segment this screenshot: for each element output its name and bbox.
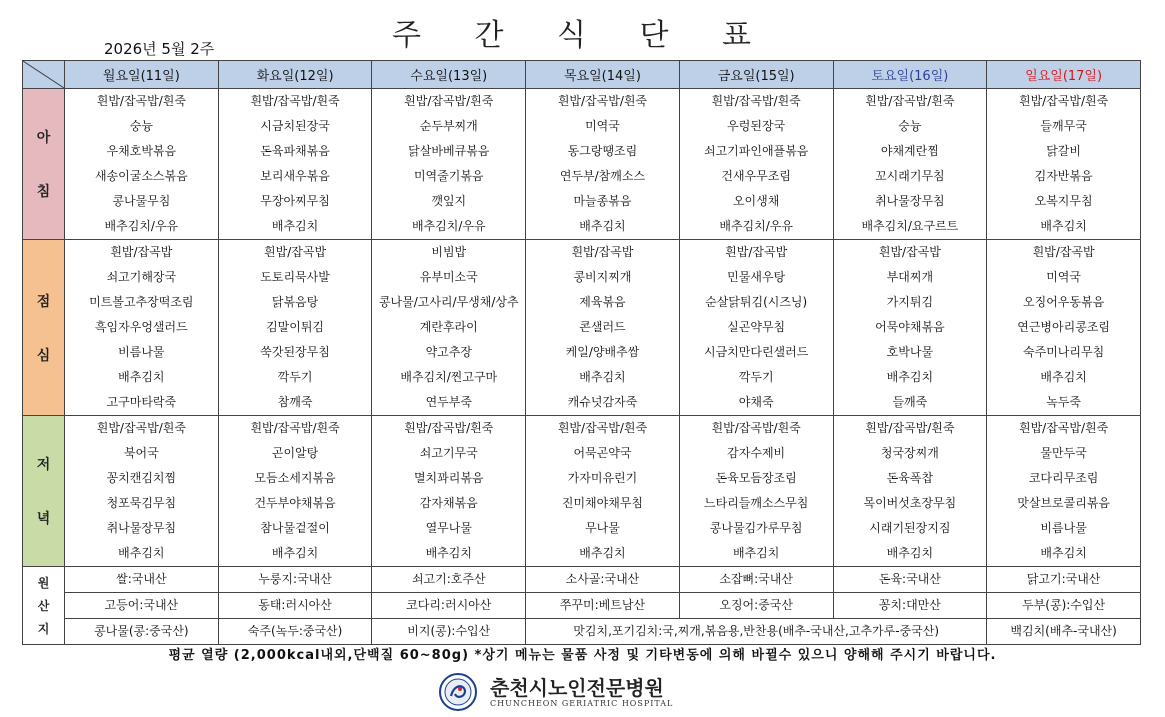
- origin-kimchi-cell: 맛김치,포기김치:국,찌개,볶음용,반찬용(배추-국내산,고추가루-중국산): [526, 619, 987, 645]
- day-header-mon: 월요일(11일): [65, 61, 219, 89]
- lunch-cell: [526, 240, 680, 416]
- menu-item: 깻잎지: [431, 194, 467, 208]
- menu-item: 계란후라이: [419, 320, 478, 334]
- menu-item: 흰밥/잡곡밥/흰죽: [557, 94, 648, 108]
- breakfast-cell: [679, 89, 833, 240]
- lunch-cell: [65, 240, 219, 416]
- day-header-tue: 화요일(12일): [218, 61, 372, 89]
- menu-item: 흰밥/잡곡밥: [725, 245, 788, 259]
- menu-item: 배추김치: [579, 219, 626, 233]
- menu-item: 콩비지찌개: [573, 270, 632, 284]
- day-header-row: [23, 61, 1141, 89]
- menu-item: 오복지무침: [1034, 194, 1093, 208]
- lunch-cell: [372, 240, 526, 416]
- menu-item: 시금치만다린샐러드: [703, 345, 809, 359]
- menu-item: 어묵야채볶음: [875, 320, 945, 334]
- menu-item: 동그랑땡조림: [567, 144, 638, 158]
- menu-item: 오이생채: [732, 194, 780, 208]
- origin-cell: 꽁치:대만산: [833, 593, 987, 619]
- menu-item: 열무나물: [425, 521, 472, 535]
- menu-item: 무나물: [585, 521, 620, 535]
- menu-item: 순두부찌개: [419, 119, 478, 133]
- menu-item: 비빔밥: [431, 245, 467, 259]
- menu-item: 무장아찌무침: [260, 194, 330, 208]
- menu-item: 흰밥/잡곡밥/흰죽: [865, 94, 955, 108]
- menu-item: 마늘종볶음: [573, 194, 632, 208]
- day-header-fri: 금요일(15일): [679, 61, 833, 89]
- menu-item: 배추김치/찐고구마: [400, 370, 498, 384]
- breakfast-cell: [833, 89, 987, 240]
- lunch-cell: [679, 240, 833, 416]
- menu-item: 모듬소세지볶음: [254, 471, 336, 485]
- origin-label: 원 산 지: [23, 567, 65, 645]
- menu-item: 연두부죽: [425, 395, 472, 409]
- dinner-cell: [218, 416, 372, 567]
- menu-item: 배추김치/요구르트: [861, 219, 959, 233]
- week-label: 2026년 5월 2주: [104, 40, 215, 58]
- hospital-name-en: CHUNCHEON GERIATRIC HOSPITAL: [490, 698, 674, 708]
- menu-item: 배추김치: [425, 546, 472, 560]
- menu-item: 미역줄기볶음: [413, 169, 484, 183]
- breakfast-label: 아 침: [23, 89, 65, 240]
- menu-item: 우렁된장국: [727, 119, 786, 133]
- menu-item: 숭늉: [898, 119, 922, 133]
- origin-cell: 백김치(배추-국내산): [987, 619, 1141, 645]
- menu-item: 야채계란찜: [880, 144, 939, 158]
- menu-item: 가자미유린기: [567, 471, 638, 485]
- menu-item: 흰밥/잡곡밥/흰죽: [404, 94, 494, 108]
- menu-item: 쇠고기해장국: [106, 270, 177, 284]
- menu-item: 배추김치: [886, 546, 934, 560]
- menu-item: 배추김치: [118, 546, 165, 560]
- menu-item: 흰밥/잡곡밥: [264, 245, 327, 259]
- menu-item: 실곤약무침: [727, 320, 786, 334]
- menu-item: 흰밥/잡곡밥: [878, 245, 941, 259]
- day-header-sat: 토요일(16일): [833, 61, 987, 89]
- menu-item: 곤이알탕: [271, 446, 319, 460]
- menu-item: 유부미소국: [419, 270, 478, 284]
- origin-cell: 숙주(녹두:중국산): [218, 619, 372, 645]
- menu-item: 쇠고기파인애플볶음: [703, 144, 809, 158]
- menu-item: 어묵곤약국: [573, 446, 632, 460]
- menu-item: 제육볶음: [579, 295, 626, 309]
- breakfast-cell: [372, 89, 526, 240]
- menu-item: 들깨무국: [1040, 119, 1087, 133]
- menu-item: 도토리묵사발: [260, 270, 330, 284]
- origin-row-3: [23, 619, 1141, 645]
- origin-cell: 누룽지:국내산: [218, 567, 372, 593]
- menu-item: 흰밥/잡곡밥: [571, 245, 634, 259]
- menu-item: 흰밥/잡곡밥/흰죽: [557, 421, 648, 435]
- lunch-row: [23, 240, 1141, 416]
- breakfast-row: [23, 89, 1141, 240]
- menu-item: 흰밥/잡곡밥/흰죽: [250, 94, 340, 108]
- day-header-thu: 목요일(14일): [526, 61, 680, 89]
- origin-cell: 돈육:국내산: [833, 567, 987, 593]
- menu-item: 깍두기: [277, 370, 313, 384]
- menu-item: 숙주미나리무침: [1023, 345, 1105, 359]
- menu-item: 꽁치캔김치찜: [106, 471, 177, 485]
- calorie-notice: 평균 열량 (2,000kcal내외,단백질 60~80g) *상기 메뉴는 물품 사정 및 기타변동에 의해 바뀔수 있으니 양해해 주시기 바랍니다.: [168, 648, 997, 663]
- menu-item: 꼬시래기무침: [875, 169, 945, 183]
- menu-item: 물만두국: [1040, 446, 1087, 460]
- breakfast-cell: [526, 89, 680, 240]
- origin-cell: 콩나물(콩:중국산): [65, 619, 219, 645]
- menu-item: 멸치꽈리볶음: [413, 471, 484, 485]
- menu-item: 청포묵김무침: [106, 496, 177, 510]
- menu-item: 건새우무조림: [721, 169, 791, 183]
- menu-item: 우채호박볶음: [106, 144, 177, 158]
- menu-item: 콘샐러드: [579, 320, 626, 334]
- menu-item: 보리새우볶음: [260, 169, 330, 183]
- menu-item: 맛살브로콜리볶음: [1017, 496, 1110, 510]
- menu-item: 배추김치: [1040, 370, 1087, 384]
- lunch-label: 점 심: [23, 240, 65, 416]
- dinner-row: [23, 416, 1141, 567]
- menu-item: 캐슈넛감자죽: [567, 395, 638, 409]
- menu-item: 미역국: [585, 119, 620, 133]
- menu-item: 가지튀김: [886, 295, 934, 309]
- menu-item: 시래기된장지짐: [869, 521, 951, 535]
- menu-item: 깍두기: [738, 370, 774, 384]
- menu-item: 흰밥/잡곡밥/흰죽: [1018, 421, 1109, 435]
- menu-item: 미트볼고추장떡조림: [89, 295, 194, 309]
- menu-item: 미역국: [1046, 270, 1081, 284]
- menu-item: 김자반볶음: [1034, 169, 1093, 183]
- page-title: 주 간 식 단 표: [391, 18, 774, 53]
- menu-item: 배추김치: [1040, 546, 1087, 560]
- origin-cell: 닭고기:국내산: [987, 567, 1141, 593]
- origin-cell: 쌀:국내산: [65, 567, 219, 593]
- menu-item: 배추김치: [271, 546, 319, 560]
- dinner-cell: [833, 416, 987, 567]
- menu-item: 감자채볶음: [419, 496, 478, 510]
- menu-item: 북어국: [123, 446, 159, 460]
- menu-item: 진미채야채무침: [561, 496, 644, 510]
- menu-item: 호박나물: [886, 345, 934, 359]
- day-header-wed: 수요일(13일): [372, 61, 526, 89]
- lunch-cell: [218, 240, 372, 416]
- menu-item: 취나물장무침: [875, 194, 945, 208]
- menu-item: 참나물겉절이: [260, 521, 330, 535]
- hospital-name: 춘천시노인전문병원: [490, 675, 664, 700]
- origin-cell: 쇠고기:호주산: [372, 567, 526, 593]
- menu-item: 느타리들깨소스무침: [703, 496, 809, 510]
- menu-item: 배추김치: [732, 546, 780, 560]
- menu-item: 배추김치: [579, 546, 626, 560]
- origin-cell: 동태:러시아산: [218, 593, 372, 619]
- menu-item: 닭살바베큐볶음: [408, 144, 490, 158]
- menu-item: 돈육폭찹: [886, 471, 934, 485]
- menu-item: 청국장찌개: [880, 446, 939, 460]
- menu-item: 케일/양배추쌈: [565, 345, 640, 359]
- menu-item: 콩나물/고사리/무생채/상추: [378, 295, 519, 309]
- hospital-logo-icon: [438, 672, 478, 712]
- breakfast-cell: [218, 89, 372, 240]
- menu-item: 연근병아리콩조림: [1017, 320, 1110, 334]
- menu-item: 흰밥/잡곡밥/흰죽: [711, 94, 801, 108]
- menu-item: 흰밥/잡곡밥/흰죽: [1018, 94, 1109, 108]
- menu-item: 돈육파채볶음: [260, 144, 330, 158]
- menu-item: 연두부/참깨소스: [559, 169, 646, 183]
- origin-cell: 코다리:러시아산: [372, 593, 526, 619]
- origin-cell: 고등어:국내산: [65, 593, 219, 619]
- menu-item: 비름나물: [118, 345, 165, 359]
- lunch-cell: [833, 240, 987, 416]
- lunch-cell: [987, 240, 1141, 416]
- breakfast-cell: [987, 89, 1141, 240]
- origin-cell: 비지(콩):수입산: [372, 619, 526, 645]
- menu-item: 시금치된장국: [260, 119, 330, 133]
- corner-diagonal-icon: [23, 61, 64, 88]
- menu-item: 흰밥/잡곡밥/흰죽: [404, 421, 494, 435]
- menu-item: 코다리무조림: [1028, 471, 1099, 485]
- menu-item: 흰밥/잡곡밥/흰죽: [250, 421, 340, 435]
- menu-item: 배추김치: [118, 370, 165, 384]
- menu-item: 닭갈비: [1046, 144, 1081, 158]
- menu-item: 흑임자우엉샐러드: [94, 320, 188, 334]
- menu-item: 배추김치/우유: [719, 219, 793, 233]
- menu-item: 닭볶음탕: [271, 295, 319, 309]
- menu-item: 흰밥/잡곡밥: [1032, 245, 1095, 259]
- dinner-cell: [679, 416, 833, 567]
- menu-item: 쑥갓된장무침: [260, 345, 330, 359]
- menu-item: 흰밥/잡곡밥: [110, 245, 173, 259]
- menu-item: 김말이튀김: [266, 320, 325, 334]
- origin-cell: 소잡뼈:국내산: [679, 567, 833, 593]
- menu-item: 콩나물김가루무침: [709, 521, 803, 535]
- menu-item: 참깨죽: [277, 395, 313, 409]
- dinner-label: 저 녁: [23, 416, 65, 567]
- menu-item: 배추김치: [886, 370, 934, 384]
- menu-item: 감자수제비: [727, 446, 786, 460]
- dinner-cell: [526, 416, 680, 567]
- menu-item: 목이버섯초장무침: [863, 496, 957, 510]
- menu-item: 배추김치: [271, 219, 319, 233]
- menu-item: 순살닭튀김(시즈닝): [705, 295, 808, 309]
- menu-item: 야채죽: [738, 395, 774, 409]
- menu-item: 배추김치: [1040, 219, 1087, 233]
- hospital-logo: [438, 672, 673, 712]
- menu-item: 쇠고기무국: [419, 446, 478, 460]
- breakfast-cell: [65, 89, 219, 240]
- menu-item: 고구마타락죽: [106, 395, 177, 409]
- menu-item: 녹두죽: [1046, 395, 1081, 409]
- menu-item: 새송이굴소스볶음: [94, 169, 188, 183]
- menu-item: 부대찌개: [886, 270, 934, 284]
- dinner-cell: [987, 416, 1141, 567]
- origin-cell: 소사골:국내산: [526, 567, 680, 593]
- origin-row-2: [23, 593, 1141, 619]
- origin-cell: 오징어:중국산: [679, 593, 833, 619]
- menu-item: 취나물장무침: [106, 521, 177, 535]
- menu-item: 흰밥/잡곡밥/흰죽: [711, 421, 801, 435]
- origin-row-1: [23, 567, 1141, 593]
- menu-item: 흰밥/잡곡밥/흰죽: [96, 94, 186, 108]
- menu-item: 배추김치: [579, 370, 626, 384]
- menu-item: 콩나물무침: [112, 194, 171, 208]
- table-corner: [23, 61, 65, 89]
- menu-item: 숭늉: [129, 119, 153, 133]
- weekly-menu-table: [22, 60, 1141, 645]
- menu-item: 들깨죽: [892, 395, 928, 409]
- menu-item: 약고추장: [425, 345, 472, 359]
- origin-cell: 두부(콩):수입산: [987, 593, 1141, 619]
- menu-item: 건두부야채볶음: [254, 496, 336, 510]
- dinner-cell: [372, 416, 526, 567]
- menu-item: 흰밥/잡곡밥/흰죽: [865, 421, 955, 435]
- menu-item: 흰밥/잡곡밥/흰죽: [96, 421, 186, 435]
- dinner-cell: [65, 416, 219, 567]
- origin-cell: 쭈꾸미:베트남산: [526, 593, 680, 619]
- menu-item: 오징어우동볶음: [1023, 295, 1105, 309]
- menu-item: 배추김치/우유: [411, 219, 486, 233]
- menu-item: 비름나물: [1040, 521, 1087, 535]
- menu-item: 배추김치/우유: [104, 219, 179, 233]
- menu-item: 돈육모듬장조림: [715, 471, 797, 485]
- menu-item: 민물새우탕: [727, 270, 786, 284]
- day-header-sun: 일요일(17일): [987, 61, 1141, 89]
